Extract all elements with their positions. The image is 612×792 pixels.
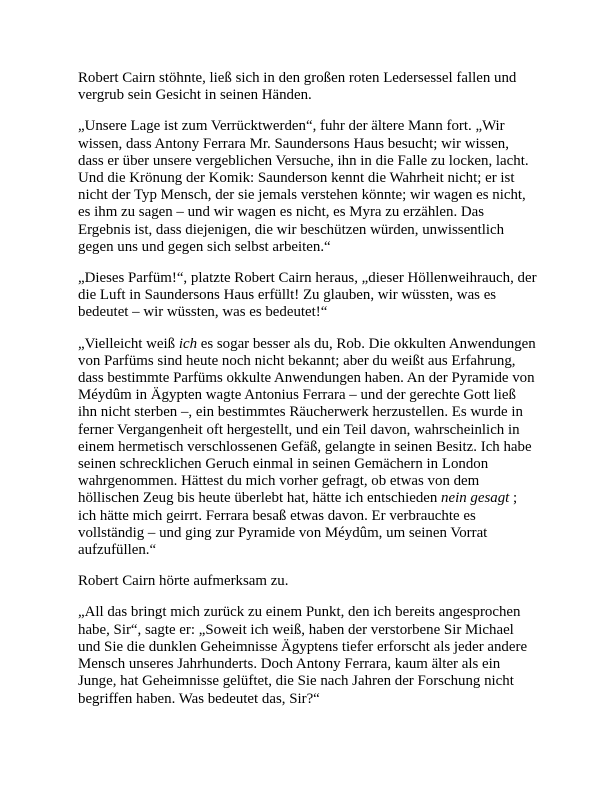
document-page — [78, 70, 538, 708]
italic-text-segment: ich — [178, 335, 198, 352]
text-segment: ; ich hätte mich geirrt. Ferrara besaß etwas davon. Er verbrauchte es vollständig – und ging zur Pyramide von Méydûm, um seinen Vorrat aufzufüllen.“ — [78, 490, 518, 559]
paragraph — [78, 336, 538, 560]
paragraph: Robert Cairn hörte aufmerksam zu. — [78, 573, 289, 590]
italic-text-segment: nein gesagt — [441, 490, 510, 507]
paragraph: „All das bringt mich zurück zu einem Punkt, den ich bereits angesprochen habe, Sir“, sagte er: „Soweit ich weiß, haben der verstorbene Sir Michael und Sie die dunklen Geheimnisse Ägyptens tiefer erforscht als jeder andere Mensch unseres Jahrhunderts. Doch Antony Ferrara, kaum älter als ein Junge, hat Geheimnisse gelüftet, die Sie nach Jahren der Forschung nicht begriffen haben. Was bedeutet das, Sir?“ — [78, 604, 528, 707]
text-segment: es sogar besser als du, Rob. Die okkulten Anwendungen von Parfüms sind heute noch nicht bekannt; aber du weißt aus Erfahrung, dass bestimmte Parfüms okkulte Anwendungen haben. An der Pyramide von Méydûm in Ägypten wagte Antonius Ferrara – und der gerechte Gott ließ ihn nicht sterben –, ein bestimmtes Räucherwerk herzustellen. Es wurde in ferner Vergangenheit oft hergestellt, und ein Teil davon, wahrscheinlich in einem hermetisch verschlossenen Gefäß, gelangte in seinen Besitz. Ich habe seinen schrecklichen Geruch einmal in seinen Gemächern in London wahrgenommen. Hättest du mich vorher gefragt, ob etwas von dem höllischen Zeug bis heute überlebt hat, hätte ich entschieden — [78, 335, 536, 507]
paragraph: Robert Cairn stöhnte, ließ sich in den großen roten Ledersessel fallen und vergrub sein Gesicht in seinen Händen. — [78, 70, 517, 104]
paragraph: „Unsere Lage ist zum Verrücktwerden“, fuhr der ältere Mann fort. „Wir wissen, dass Antony Ferrara Mr. Saundersons Haus besucht; wir wissen, dass er über unsere vergeblichen Versuche, ihn in die Falle zu locken, lacht. Und die Krönung der Komik: Saunderson kennt die Wahrheit nicht; er ist nicht der Typ Mensch, der sie jemals verstehen könnte; wir wagen es nicht, es ihm zu sagen – und wir wagen es nicht, es Myra zu erzählen. Das Ergebnis ist, dass diejenigen, die wir beschützen würden, unwissentlich gegen uns und gegen sich selbst arbeiten.“ — [78, 118, 529, 255]
text-segment: „Vielleicht weiß — [78, 335, 179, 352]
paragraph: „Dieses Parfüm!“, platzte Robert Cairn heraus, „dieser Höllenweihrauch, der die Luft in Saundersons Haus erfüllt! Zu glauben, wir wüssten, was es bedeutet – wir wüssten, was es bedeutet!“ — [78, 270, 537, 321]
